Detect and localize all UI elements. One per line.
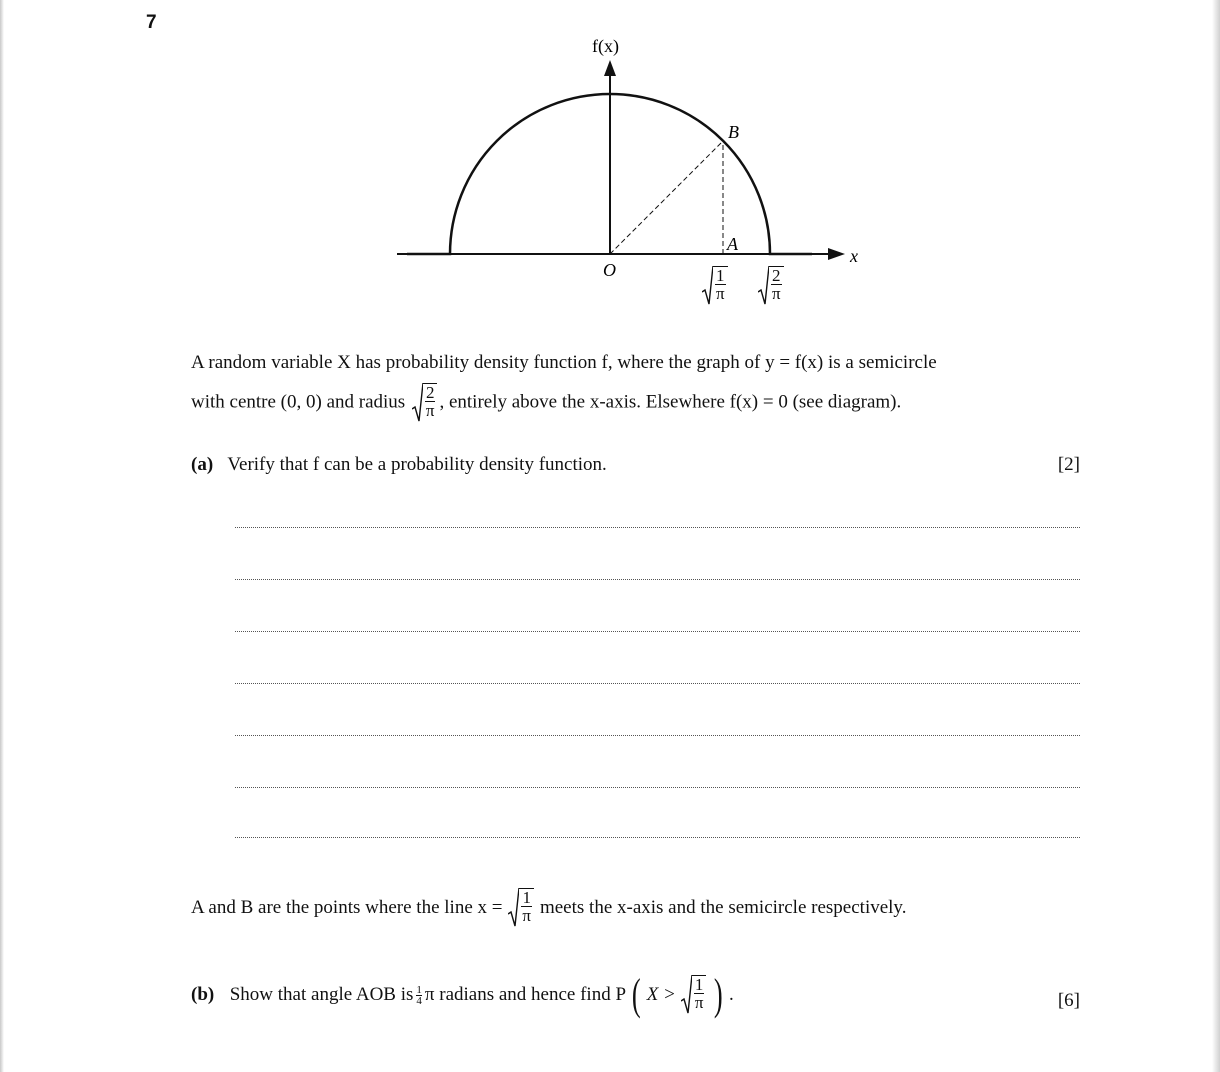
- part-a-question: (a) Verify that f can be a probability density function.: [191, 454, 607, 475]
- y-axis-label: f(x): [592, 36, 619, 56]
- part-b-marks: [6]: [1057, 990, 1080, 1011]
- intro-line-1: A random variable X has probability density function f, where the graph of y = f(x) is a semicircle: [191, 352, 937, 373]
- radius-sqrt: $\frac{2}{\pi}$: [412, 383, 438, 423]
- x-axis-label: x: [850, 246, 858, 266]
- point-a-label: A: [727, 234, 738, 254]
- x-axis-arrow: [828, 248, 845, 260]
- tick-sqrt-2-over-pi: $\frac{2}{\pi}$: [756, 266, 786, 306]
- line-ob: [610, 141, 723, 254]
- part-b-question: (b) Show that angle AOB is $\frac{1}{4}$ π radians and hence find P ( X > $\frac{1}{\pi}$ ) .: [191, 970, 734, 1019]
- semicircle-diagram: [0, 0, 1220, 340]
- answer-line[interactable]: [235, 683, 1080, 684]
- part-a-marks: [2]: [1057, 454, 1080, 475]
- answer-line[interactable]: [235, 631, 1080, 632]
- answer-line[interactable]: [235, 527, 1080, 528]
- quarter-fraction: $\frac{1}{4}$: [416, 983, 422, 1007]
- answer-line[interactable]: [235, 735, 1080, 736]
- points-sentence: A and B are the points where the line x = $\frac{1}{\pi}$ meets the x-axis and the semicircle respectively.: [191, 888, 906, 928]
- y-axis-arrow: [604, 60, 616, 76]
- answer-line[interactable]: [235, 837, 1080, 838]
- intro-line-2: with centre (0, 0) and radius $\frac{2}{\pi}$ , entirely above the x-axis. Elsewhere f(x) = 0 (see diagram).: [191, 383, 901, 423]
- origin-label: O: [603, 260, 616, 280]
- answer-line[interactable]: [235, 787, 1080, 788]
- tick-sqrt-1-over-pi: $\frac{1}{\pi}$: [700, 266, 730, 306]
- answer-line[interactable]: [235, 579, 1080, 580]
- question-number: 7: [146, 12, 157, 33]
- point-b-label: B: [728, 122, 739, 142]
